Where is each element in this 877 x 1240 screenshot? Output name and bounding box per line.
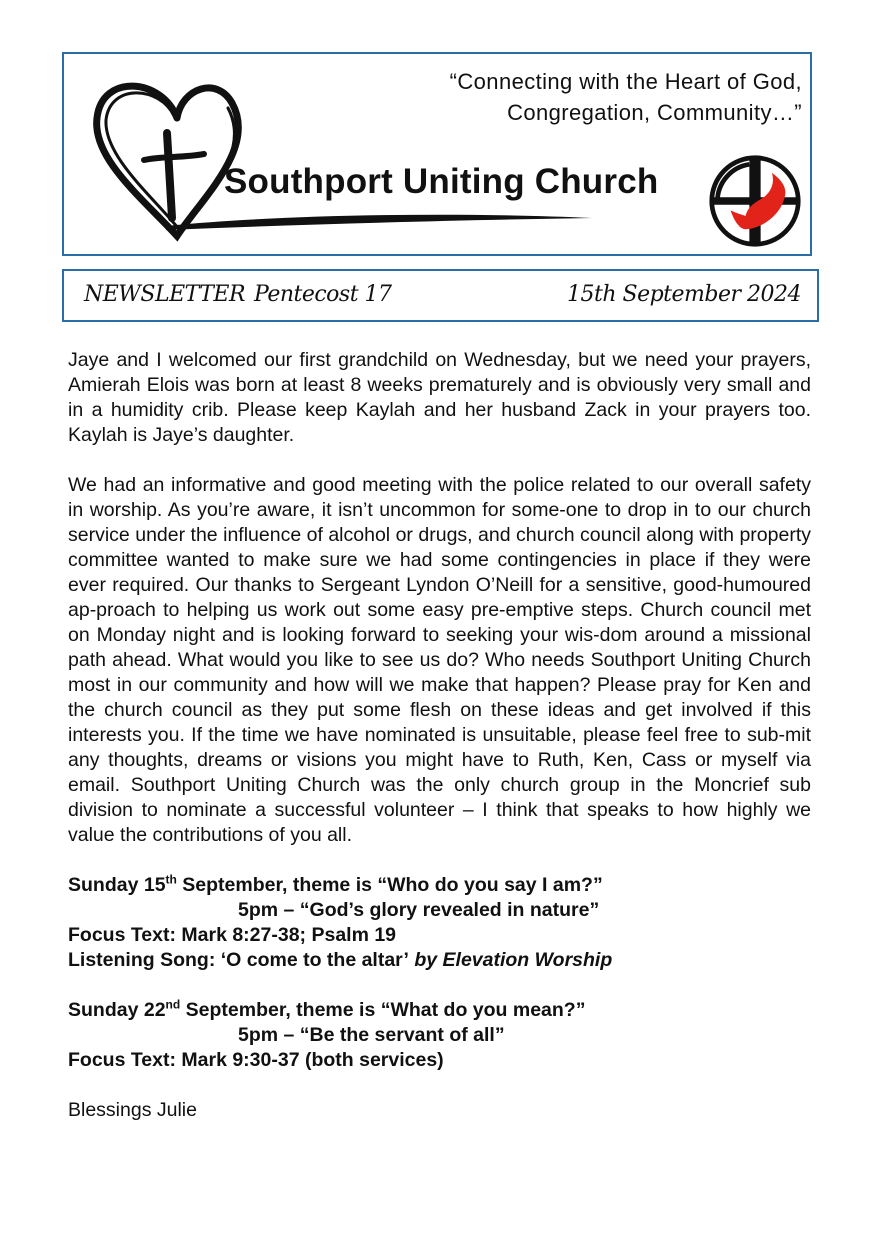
brush-swoosh-icon: [164, 204, 594, 234]
evening-service: 5pm – “God’s glory revealed in nature”: [238, 899, 600, 921]
newsletter-bar: [62, 269, 819, 322]
evening-service: 5pm – “Be the servant of all”: [238, 1024, 505, 1046]
listening-song: Listening Song: ‘O come to the altar’ by Elevation Worship: [68, 949, 613, 971]
focus-text: Focus Text: Mark 8:27-38; Psalm 19: [68, 924, 397, 946]
service-sunday-22: [68, 998, 811, 1073]
service-heading: Sunday 15th September, theme is “Who do you say I am?”: [68, 872, 603, 896]
tagline: [332, 66, 802, 128]
paragraph-grandchild: Jaye and I welcomed our first grandchild on Wednesday, but we need your prayers, Amierah Elois was born at least 8 weeks prematurely and is obviously very small and in a humidity crib. Please keep Kaylah and her husband Zack in your prayers too. Kaylah is Jaye’s daughter.: [68, 349, 811, 446]
paragraph-safety-meeting: We had an informative and good meeting with the police related to our overall safety in worship. As you’re aware, it isn’t uncommon for some-one to drop in to our church service under the influence of alcohol or drugs, and church council along with property committee wanted to make sure we had some contingencies in place if they were ever required. Our thanks to Sergeant Lyndon O’Neill for a sensitive, good-humoured ap-proach to helping us work out some easy pre-emptive steps. Church council met on Monday night and is looking forward to seeking your wis-dom around a missional path ahead. What would you like to see us do? Who needs Southport Uniting Church most in our community and how will we make that happen? Please pray for Ken and the church council as they put some flesh on these ideas and get involved if this interests you. If the time we have nominated is unsuitable, please feel free to sub-mit any thoughts, dreams or visions you might have to Ruth, Ken, Cass or myself via email. Southport Uniting Church was the only church group in the Moncrief sub division to nominate a successful volunteer – I think that speaks to how highly we value the contributions of you all.: [68, 474, 811, 846]
uniting-church-emblem-icon: [708, 154, 802, 248]
tagline-line-2: Congregation, Community…”: [507, 100, 802, 125]
newsletter-date: 15th September 2024: [567, 282, 801, 307]
signoff: Blessings Julie: [68, 1099, 197, 1121]
newsletter-label: NEWSLETTER: [84, 282, 246, 307]
newsletter-body: [68, 348, 811, 1123]
service-heading: Sunday 22nd September, theme is “What do you mean?”: [68, 997, 586, 1021]
liturgical-week: Pentecost 17: [254, 282, 392, 307]
focus-text: Focus Text: Mark 9:30-37 (both services): [68, 1049, 444, 1071]
tagline-line-1: “Connecting with the Heart of God,: [449, 69, 802, 94]
church-name: Southport Uniting Church: [224, 162, 659, 201]
masthead: [62, 52, 812, 256]
service-sunday-15: [68, 873, 811, 973]
